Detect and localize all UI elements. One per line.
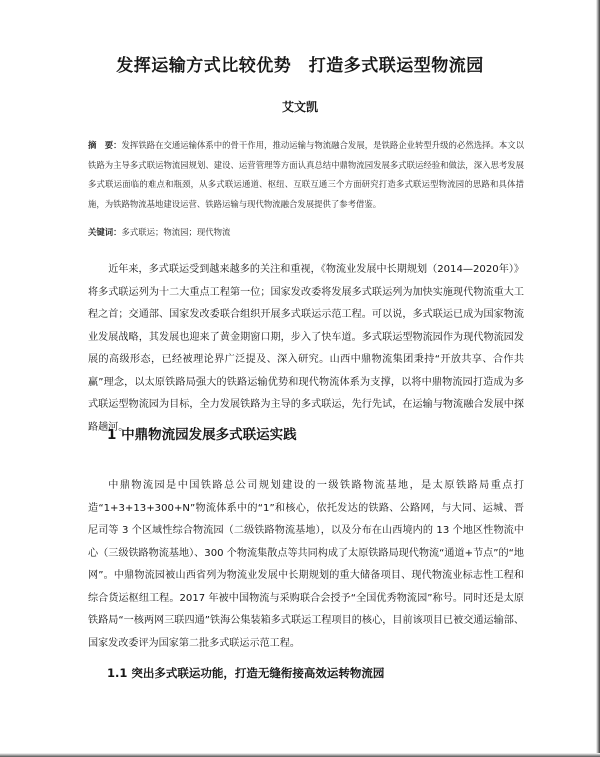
keywords-label: 关键词： (88, 227, 122, 237)
keywords (88, 225, 524, 239)
abstract-label: 摘 要： (88, 140, 122, 150)
author-name: 艾文凯 (281, 100, 318, 114)
scan-edge-bottom (0, 753, 600, 757)
paper-title: 发挥运输方式比较优势 打造多式联运型物流园 (116, 56, 484, 77)
scan-edge-right (596, 0, 600, 757)
abstract-text: 发挥铁路在交通运输体系中的骨干作用，推动运输与物流融合发展，是铁路企业转型升级的必然选择。本文以铁路为主导多式联运物流园规划、建设、运营管理等方面认真总结中鼎物流园发展多式联运经验和做法，深入思考发展多式联运面临的难点和瓶颈，从多式联运通道、枢纽、互联互通三个方面研究打造多式联运型物流园的思路和具体措施，为铁路物流基地建设运营、铁路运输与现代物流融合发展提供了参考借鉴。 (88, 140, 525, 209)
section-1-heading: 1 中鼎物流园发展多式联运实践 (107, 427, 297, 443)
section-1-paragraph: 中鼎物流园是中国铁路总公司规划建设的一级铁路物流基地，是太原铁路局重点打造“1+3+13+300+N”物流体系中的“1”和核心，依托发达的铁路、公路网，与大同、运城、晋尼司等 3 个区域性综合物流园（二级铁路物流基地），以及分布在山西境内的 13 个地区性物流中心（三级铁路物流基地）、300 个物流集散点等共同构成了太原铁路局现代物流“通道+节点”的“地网”。中鼎物流园被山西省列为物流业发展中长期规划的重大储备项目、现代物流业标志性工程和综合货运枢纽工程。2017 年被中国物流与采购联合会授予“全国优秀物流园”称号。同时还是太原铁路局“一核两网三联四通”铁海公集装箱多式联运工程项目的核心，目前该项目已被交通运输部、国家发改委评为国家第二批多式联运示范工程。 (88, 480, 524, 649)
section-1-1-heading: 1.1 突出多式联运功能，打造无缝衔接高效运转物流园 (107, 666, 385, 680)
abstract (88, 136, 524, 214)
intro-paragraph: 近年来，多式联运受到越来越多的关注和重视，《物流业发展中长期规划（2014—2020年）》将多式联运列为十二大重点工程第一位；国家发改委将发展多式联运列为加快实施现代物流重大工程之首；交通部、国家发改委联合组织开展多式联运示范工程。可以说，多式联运已成为国家物流业发展战略，其发展也迎来了黄金期窗口期，步入了快车道。多式联运型物流园作为现代物流园发展的高级形态，已经被理论界广泛提及、深入研究。山西中鼎物流集团秉持“开放共享、合作共赢”理念，以太原铁路局强大的铁路运输优势和现代物流体系为支撑，以将中鼎物流园打造成为多式联运型物流园为目标，全力发展铁路为主导的多式联运，先行先试，在运输与物流融合发展中探路趟河。 (88, 264, 524, 433)
keywords-text: 多式联运；物流园；现代物流 (121, 227, 231, 237)
